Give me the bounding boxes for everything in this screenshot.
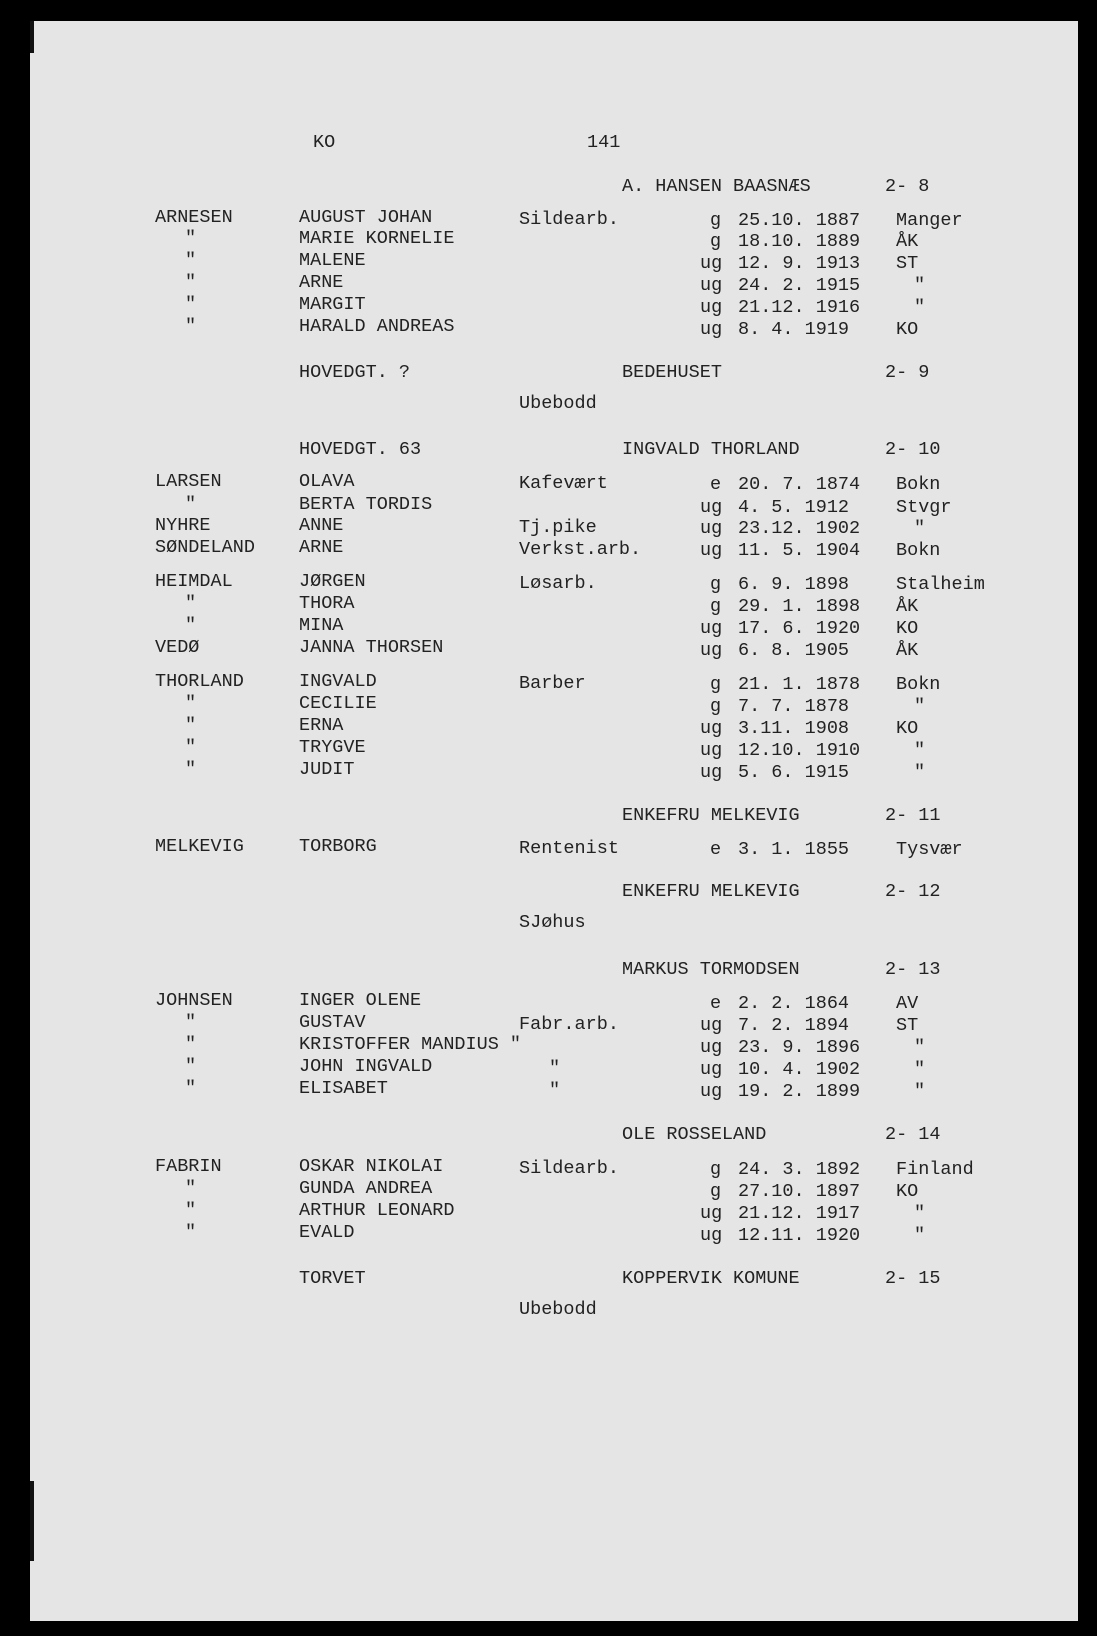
resident-birthplace: " xyxy=(914,1037,926,1058)
resident-marital-status: g xyxy=(710,1181,722,1202)
resident-surname: " xyxy=(185,316,197,337)
resident-birthplace: Bokn xyxy=(896,674,941,695)
resident-marital-status: e xyxy=(710,993,722,1014)
resident-marital-status: e xyxy=(710,839,722,860)
resident-marital-status: ug xyxy=(700,518,723,539)
resident-birth-date: 3. 1. 1855 xyxy=(738,839,850,860)
resident-birth-date: 12.10. 1910 xyxy=(738,740,861,761)
resident-marital-status: e xyxy=(710,474,722,495)
resident-surname: " xyxy=(185,494,197,515)
resident-surname: VEDØ xyxy=(155,637,200,658)
margin-mark xyxy=(30,1481,34,1561)
resident-birthplace: " xyxy=(914,762,926,783)
resident-given-name: ARTHUR LEONARD xyxy=(299,1200,455,1221)
resident-surname: MELKEVIG xyxy=(155,836,244,857)
resident-birthplace: " xyxy=(914,518,926,539)
resident-birthplace: ÅK xyxy=(896,640,919,661)
resident-surname: SØNDELAND xyxy=(155,537,255,558)
property-note: Ubebodd xyxy=(519,393,597,414)
property-owner: ENKEFRU MELKEVIG xyxy=(622,805,800,826)
property-number: 2- 11 xyxy=(885,805,941,826)
resident-occupation: Løsarb. xyxy=(519,573,597,594)
document-page xyxy=(30,21,1078,1621)
resident-given-name: MINA xyxy=(299,615,344,636)
resident-given-name: OLAVA xyxy=(299,471,355,492)
resident-given-name: OSKAR NIKOLAI xyxy=(299,1156,444,1177)
resident-birth-date: 24. 2. 1915 xyxy=(738,275,861,296)
resident-given-name: CECILIE xyxy=(299,693,377,714)
property-number: 2- 15 xyxy=(885,1268,941,1289)
resident-birthplace: Manger xyxy=(896,210,963,231)
resident-given-name: MARIE KORNELIE xyxy=(299,228,455,249)
resident-birthplace: AV xyxy=(896,993,919,1014)
resident-marital-status: ug xyxy=(700,740,723,761)
resident-surname: " xyxy=(185,1222,197,1243)
resident-given-name: JANNA THORSEN xyxy=(299,637,444,658)
resident-surname: " xyxy=(185,693,197,714)
resident-occupation: Kafevært xyxy=(519,473,608,494)
resident-occupation: " xyxy=(549,1058,561,1079)
resident-given-name: INGER OLENE xyxy=(299,990,422,1011)
resident-surname: " xyxy=(185,272,197,293)
resident-marital-status: g xyxy=(710,696,722,717)
property-address: HOVEDGT. 63 xyxy=(299,439,422,460)
resident-surname: LARSEN xyxy=(155,471,222,492)
resident-occupation: Fabr.arb. xyxy=(519,1014,619,1035)
resident-given-name: GUSTAV xyxy=(299,1012,366,1033)
page-code: KO xyxy=(313,132,336,153)
resident-surname: FABRIN xyxy=(155,1156,222,1177)
resident-birthplace: ST xyxy=(896,253,919,274)
resident-birthplace: KO xyxy=(896,1181,919,1202)
resident-surname: " xyxy=(185,228,197,249)
resident-marital-status: ug xyxy=(700,1203,723,1224)
resident-birth-date: 4. 5. 1912 xyxy=(738,497,850,518)
resident-occupation: Barber xyxy=(519,673,586,694)
resident-given-name: MARGIT xyxy=(299,294,366,315)
resident-surname: " xyxy=(185,250,197,271)
resident-birth-date: 5. 6. 1915 xyxy=(738,762,850,783)
resident-birthplace: KO xyxy=(896,319,919,340)
resident-given-name: JOHN INGVALD xyxy=(299,1056,433,1077)
property-number: 2- 8 xyxy=(885,176,930,197)
resident-marital-status: ug xyxy=(700,640,723,661)
resident-given-name: KRISTOFFER MANDIUS " xyxy=(299,1034,522,1055)
resident-occupation: Sildearb. xyxy=(519,1158,619,1179)
resident-birth-date: 6. 8. 1905 xyxy=(738,640,850,661)
resident-birth-date: 7. 2. 1894 xyxy=(738,1015,850,1036)
resident-birthplace: Bokn xyxy=(896,540,941,561)
resident-birthplace: Stvgr xyxy=(896,497,952,518)
resident-birth-date: 25.10. 1887 xyxy=(738,210,861,231)
property-number: 2- 14 xyxy=(885,1124,941,1145)
resident-birthplace: Tysvær xyxy=(896,839,963,860)
resident-birth-date: 20. 7. 1874 xyxy=(738,474,861,495)
resident-surname: " xyxy=(185,1056,197,1077)
property-owner: KOPPERVIK KOMUNE xyxy=(622,1268,800,1289)
resident-given-name: AUGUST JOHAN xyxy=(299,207,433,228)
resident-birthplace: ST xyxy=(896,1015,919,1036)
resident-given-name: ERNA xyxy=(299,715,344,736)
resident-birth-date: 8. 4. 1919 xyxy=(738,319,850,340)
resident-given-name: ARNE xyxy=(299,537,344,558)
resident-birth-date: 12.11. 1920 xyxy=(738,1225,861,1246)
resident-marital-status: ug xyxy=(700,1225,723,1246)
resident-birthplace: KO xyxy=(896,718,919,739)
resident-surname: ARNESEN xyxy=(155,207,233,228)
property-owner: INGVALD THORLAND xyxy=(622,439,800,460)
property-number: 2- 10 xyxy=(885,439,941,460)
resident-given-name: INGVALD xyxy=(299,671,377,692)
resident-birth-date: 18.10. 1889 xyxy=(738,231,861,252)
resident-birthplace: " xyxy=(914,696,926,717)
resident-occupation: Verkst.arb. xyxy=(519,539,642,560)
resident-surname: " xyxy=(185,759,197,780)
resident-given-name: HARALD ANDREAS xyxy=(299,316,455,337)
resident-birthplace: Stalheim xyxy=(896,574,985,595)
resident-marital-status: g xyxy=(710,574,722,595)
property-address: HOVEDGT. ? xyxy=(299,362,411,383)
resident-surname: " xyxy=(185,294,197,315)
resident-occupation: Rentenist xyxy=(519,838,619,859)
resident-marital-status: ug xyxy=(700,319,723,340)
resident-marital-status: g xyxy=(710,596,722,617)
resident-birth-date: 7. 7. 1878 xyxy=(738,696,850,717)
resident-birthplace: " xyxy=(914,1081,926,1102)
resident-birth-date: 19. 2. 1899 xyxy=(738,1081,861,1102)
resident-marital-status: ug xyxy=(700,1081,723,1102)
resident-marital-status: ug xyxy=(700,297,723,318)
resident-birthplace: ÅK xyxy=(896,231,919,252)
resident-marital-status: g xyxy=(710,231,722,252)
resident-marital-status: ug xyxy=(700,762,723,783)
resident-birthplace: " xyxy=(914,275,926,296)
property-address: TORVET xyxy=(299,1268,366,1289)
resident-marital-status: ug xyxy=(700,718,723,739)
resident-birth-date: 17. 6. 1920 xyxy=(738,618,861,639)
resident-birthplace: " xyxy=(914,1225,926,1246)
resident-surname: " xyxy=(185,1178,197,1199)
property-number: 2- 9 xyxy=(885,362,930,383)
resident-birth-date: 23. 9. 1896 xyxy=(738,1037,861,1058)
property-note: SJøhus xyxy=(519,912,586,933)
resident-marital-status: ug xyxy=(700,1037,723,1058)
resident-marital-status: g xyxy=(710,210,722,231)
resident-marital-status: ug xyxy=(700,618,723,639)
resident-birth-date: 2. 2. 1864 xyxy=(738,993,850,1014)
property-number: 2- 13 xyxy=(885,959,941,980)
resident-surname: " xyxy=(185,1034,197,1055)
resident-given-name: BERTA TORDIS xyxy=(299,494,433,515)
resident-birthplace: " xyxy=(914,1203,926,1224)
resident-marital-status: g xyxy=(710,1159,722,1180)
resident-surname: " xyxy=(185,715,197,736)
resident-occupation: " xyxy=(549,1080,561,1101)
resident-given-name: JUDIT xyxy=(299,759,355,780)
resident-marital-status: ug xyxy=(700,275,723,296)
resident-birth-date: 29. 1. 1898 xyxy=(738,596,861,617)
resident-given-name: TRYGVE xyxy=(299,737,366,758)
resident-given-name: ANNE xyxy=(299,515,344,536)
resident-birthplace: Bokn xyxy=(896,474,941,495)
resident-marital-status: ug xyxy=(700,1015,723,1036)
resident-occupation: Tj.pike xyxy=(519,517,597,538)
resident-birthplace: KO xyxy=(896,618,919,639)
resident-surname: " xyxy=(185,615,197,636)
resident-marital-status: ug xyxy=(700,497,723,518)
resident-birth-date: 10. 4. 1902 xyxy=(738,1059,861,1080)
resident-surname: " xyxy=(185,737,197,758)
resident-surname: NYHRE xyxy=(155,515,211,536)
resident-surname: " xyxy=(185,1012,197,1033)
resident-given-name: THORA xyxy=(299,593,355,614)
resident-surname: " xyxy=(185,1078,197,1099)
resident-surname: HEIMDAL xyxy=(155,571,233,592)
resident-given-name: ELISABET xyxy=(299,1078,388,1099)
resident-birth-date: 21.12. 1916 xyxy=(738,297,861,318)
resident-surname: " xyxy=(185,1200,197,1221)
resident-surname: THORLAND xyxy=(155,671,244,692)
resident-given-name: ARNE xyxy=(299,272,344,293)
resident-surname: JOHNSEN xyxy=(155,990,233,1011)
resident-marital-status: ug xyxy=(700,253,723,274)
resident-occupation: Sildearb. xyxy=(519,209,619,230)
resident-marital-status: ug xyxy=(700,1059,723,1080)
property-number: 2- 12 xyxy=(885,881,941,902)
property-owner: OLE ROSSELAND xyxy=(622,1124,767,1145)
resident-birth-date: 3.11. 1908 xyxy=(738,718,850,739)
resident-birth-date: 21.12. 1917 xyxy=(738,1203,861,1224)
page-number: 141 xyxy=(587,132,621,153)
resident-given-name: GUNDA ANDREA xyxy=(299,1178,433,1199)
resident-birthplace: Finland xyxy=(896,1159,974,1180)
resident-given-name: JØRGEN xyxy=(299,571,366,592)
resident-birthplace: ÅK xyxy=(896,596,919,617)
property-owner: ENKEFRU MELKEVIG xyxy=(622,881,800,902)
property-note: Ubebodd xyxy=(519,1299,597,1320)
resident-birth-date: 11. 5. 1904 xyxy=(738,540,861,561)
resident-birth-date: 24. 3. 1892 xyxy=(738,1159,861,1180)
resident-birth-date: 6. 9. 1898 xyxy=(738,574,850,595)
resident-birthplace: " xyxy=(914,740,926,761)
resident-marital-status: g xyxy=(710,674,722,695)
resident-marital-status: ug xyxy=(700,540,723,561)
resident-given-name: MALENE xyxy=(299,250,366,271)
resident-surname: " xyxy=(185,593,197,614)
property-owner: A. HANSEN BAASNÆS xyxy=(622,176,811,197)
resident-birth-date: 23.12. 1902 xyxy=(738,518,861,539)
resident-birth-date: 12. 9. 1913 xyxy=(738,253,861,274)
resident-given-name: TORBORG xyxy=(299,836,377,857)
resident-birthplace: " xyxy=(914,1059,926,1080)
margin-mark xyxy=(30,21,34,53)
resident-birth-date: 21. 1. 1878 xyxy=(738,674,861,695)
property-owner: BEDEHUSET xyxy=(622,362,722,383)
resident-birth-date: 27.10. 1897 xyxy=(738,1181,861,1202)
resident-given-name: EVALD xyxy=(299,1222,355,1243)
property-owner: MARKUS TORMODSEN xyxy=(622,959,800,980)
resident-birthplace: " xyxy=(914,297,926,318)
